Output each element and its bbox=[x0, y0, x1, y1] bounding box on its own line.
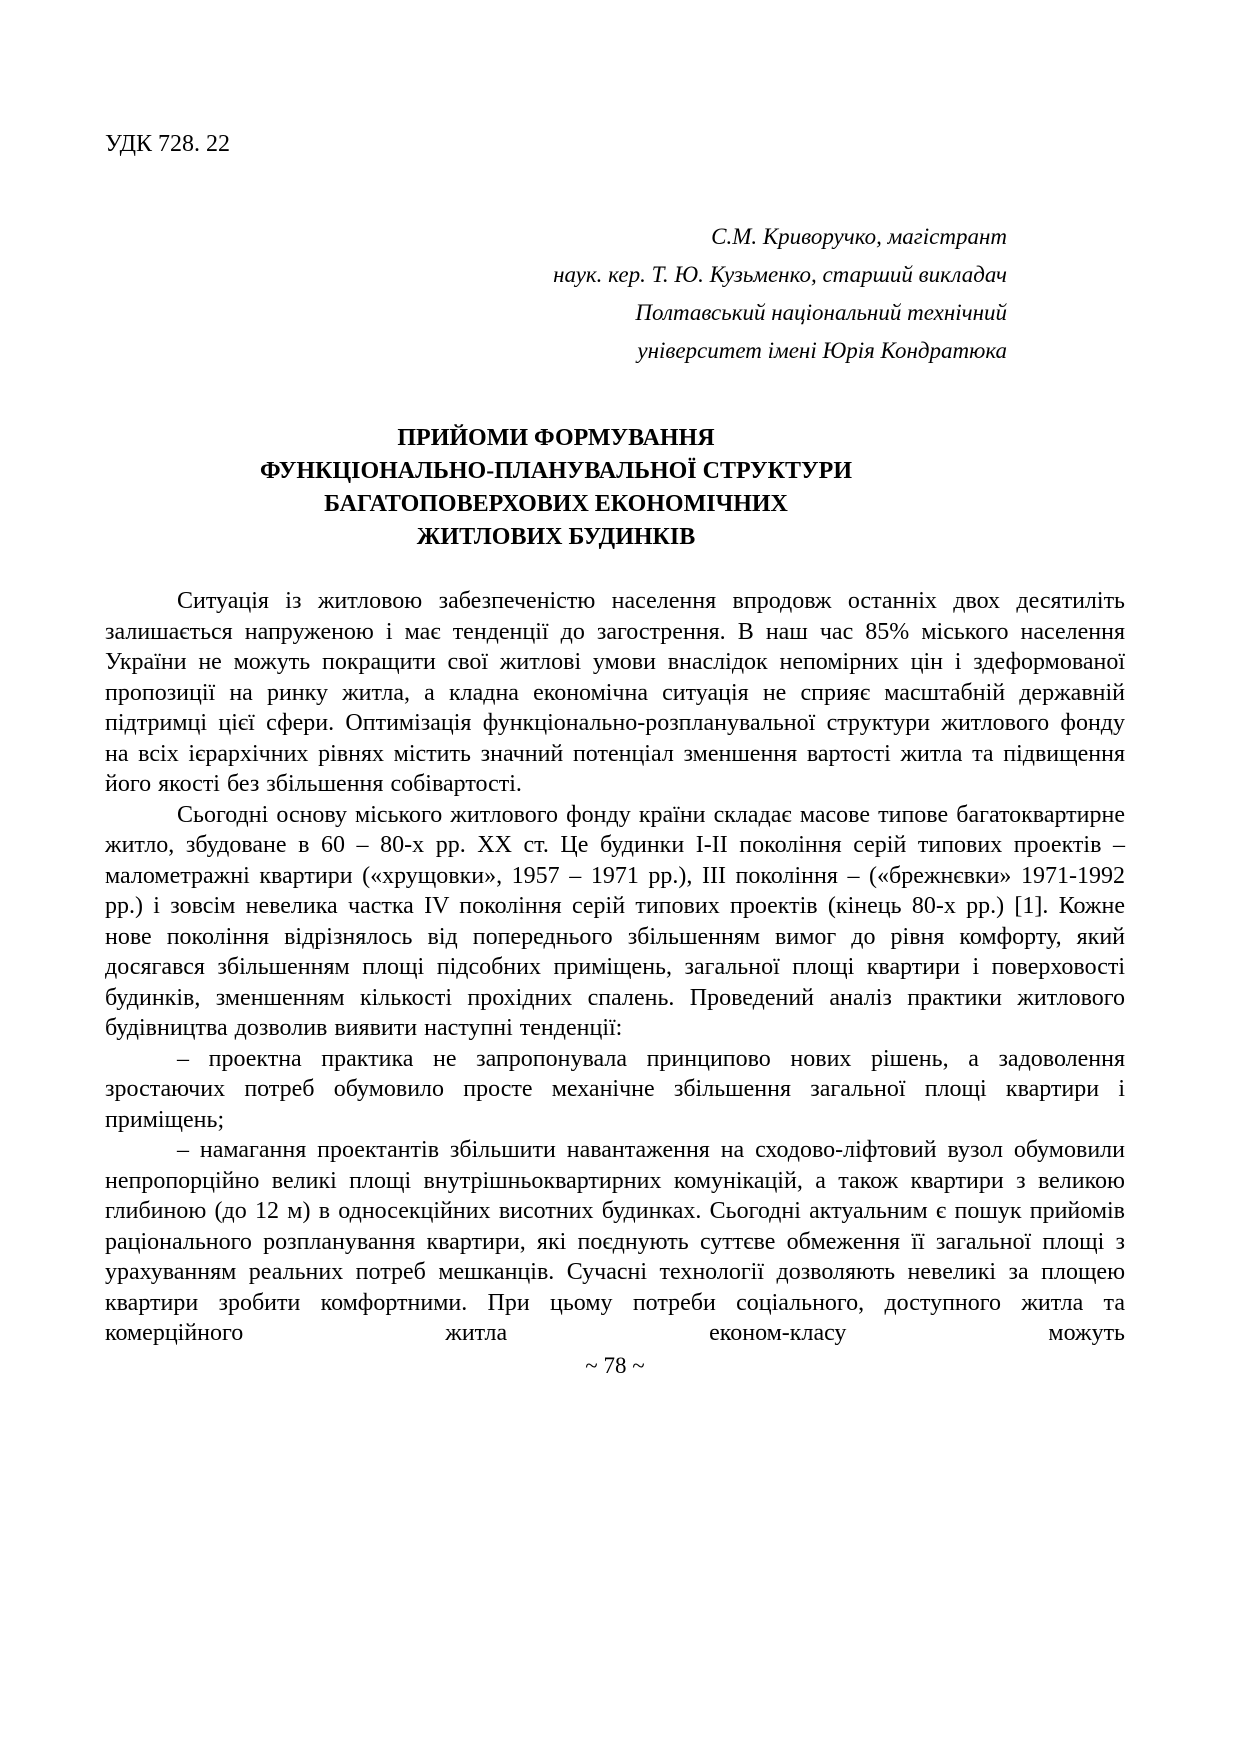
paragraph-dash-item-2: – намагання проектантів збільшити навантаження на сходово-ліфтовий вузол обумовили непропорційно великі площі внутрішньоквартирних комунікацій, а також квартири з великою глибиною (до 12 м) в односекційних висотних будинках. Сьогодні актуальним є пошук прийомів раціонального розпланування квартири, які поєднують суттєве обмеження її загальної площі з урахуванням реальних потреб мешканців. Сучасні технології дозволяють невеликі за площею квартири зробити комфортними. При цьому потреби соціального, доступного житла та комерційного житла економ-класу можуть bbox=[105, 1137, 1125, 1346]
author-line-name: С.М. Криворучко, магістрант bbox=[711, 224, 1007, 249]
page-number: ~ 78 ~ bbox=[585, 1352, 645, 1378]
author-line-supervisor: наук. кер. Т. Ю. Кузьменко, старший викладач bbox=[553, 262, 1007, 287]
paper-title-line-1: ПРИЙОМИ ФОРМУВАННЯ bbox=[397, 425, 715, 451]
paper-title-line-2: ФУНКЦІОНАЛЬНО-ПЛАНУВАЛЬНОЇ СТРУКТУРИ bbox=[259, 458, 852, 484]
paragraph-intro: Ситуація із житловою забезпеченістю населення впродовж останніх двох десятиліть залишається напруженою і має тенденції до загострення. В наш час 85% міського населення України не можуть покращити свої житлові умови внаслідок непомірних цін і здеформованої пропозиції на ринку житла, а кладна економічна ситуація не сприяє масштабній державній підтримці цієї сфери. Оптимізація функціонально-розпланувальної структури житлового фонду на всіх ієрархічних рівнях містить значний потенціал зменшення вартості житла та підвищення його якості без збільшення собівартості. bbox=[105, 588, 1125, 797]
affiliation-line-2: університет імені Юрія Кондратюка bbox=[637, 338, 1007, 363]
affiliation-line-1: Полтавський національний технічний bbox=[635, 300, 1007, 325]
udc-code: УДК 728. 22 bbox=[105, 131, 230, 157]
article-body bbox=[105, 586, 1125, 1349]
paragraph-dash-item-1: – проектна практика не запропонувала принципово нових рішень, а задоволення зростаючих потреб обумовило просте механічне збільшення загальної площі квартири і приміщень; bbox=[105, 1045, 1125, 1133]
paper-title bbox=[105, 422, 1125, 554]
paper-title-line-3: БАГАТОПОВЕРХОВИХ ЕКОНОМІЧНИХ bbox=[324, 491, 788, 517]
author-block bbox=[105, 218, 1125, 370]
paper-title-line-4: ЖИТЛОВИХ БУДИНКІВ bbox=[416, 524, 696, 550]
paragraph-housing-stock: Сьогодні основу міського житлового фонду країни складає масове типове багатоквартирне житло, збудоване в 60 – 80-х рр. ХХ ст. Це будинки І-ІІ покоління серій типових проектів – малометражні квартири («хрущовки», 1957 – 1971 рр.), ІІІ покоління – («брежнєвки» 1971-1992 рр.) і зовсім невелика частка ІV покоління серій типових проектів (кінець 80-х рр.) [1]. Кожне нове покоління відрізнялось від попереднього збільшенням вимог до рівня комфорту, який досягався збільшенням площі підсобних приміщень, загальної площі квартири і поверховості будинків, зменшенням кількості прохідних спалень. Проведений аналіз практики житлового будівництва дозволив виявити наступні тенденції: bbox=[105, 801, 1125, 1041]
